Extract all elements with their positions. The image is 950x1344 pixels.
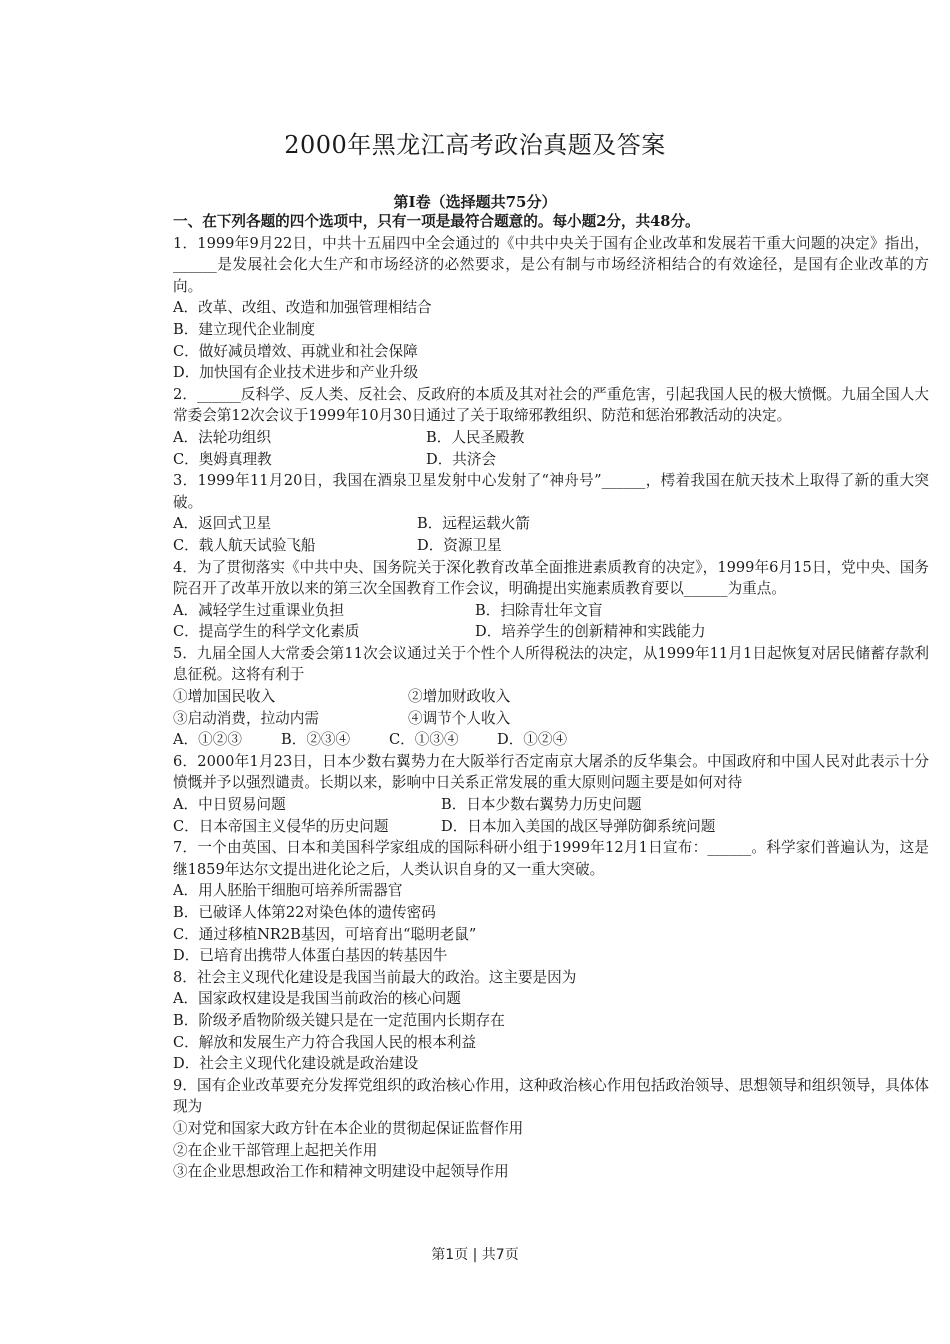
question-2-option-b: B．人民圣殿教 (426, 428, 525, 446)
question-4-stem: 4．为了贯彻落实《中共中央、国务院关于深化教育改革全面推进素质教育的决定》，1999年6月15日，党中央、国务院召开了改革开放以来的第三次全国教育工作会议，明确提出实施素质教育要以______为重点。 (173, 558, 929, 598)
question-5-items-row-2 (143, 708, 929, 730)
question-7-stem: 7．一个由英国、日本和美国科学家组成的国际科研小组于1999年12月1日宣布：______。科学家们普遍认为，这是继1859年达尔文提出进化论之后，人类认识自身的又一重大突破。 (173, 839, 929, 878)
question-8-option-a: A．国家政权建设是我国当前政治的核心问题 (173, 990, 461, 1008)
question-4-option-b: B．扫除青壮年文盲 (475, 601, 603, 619)
question-5-items-row-1 (143, 686, 929, 708)
question-3-option-d: D．资源卫星 (417, 536, 502, 554)
question-9-stem: 9．国有企业改革要充分发挥党组织的政治核心作用，这种政治核心作用包括政治领导、思想领导和组织领导，具体体现为 (173, 1076, 929, 1116)
document-title: 2000年黑龙江高考政治真题及答案 (284, 131, 666, 159)
question-9-item-2: ②在企业干部管理上起把关作用 (173, 1141, 378, 1159)
question-2-options-row-1 (143, 427, 929, 449)
question-2-options-row-2 (143, 449, 929, 471)
question-9-item-3: ③在企业思想政治工作和精神文明建设中起领导作用 (173, 1163, 509, 1181)
question-7-option-b: B．已破译人体第22对染色体的遗传密码 (173, 904, 436, 921)
question-6-option-c: C．日本帝国主义侵华的历史问题 (173, 817, 389, 835)
question-3-options-row-1 (143, 513, 929, 535)
question-2-option-d: D．共济会 (426, 450, 497, 468)
question-5-option-d: D．①②④ (497, 731, 568, 749)
question-3-option-c: C．载人航天试验飞船 (173, 536, 316, 554)
question-1-option-a: A．改革、改组、改造和加强管理相结合 (173, 299, 432, 317)
question-6-option-d: D．日本加入美国的战区导弹防御系统问题 (441, 817, 716, 835)
question-6-stem: 6．2000年1月23日，日本少数右翼势力在大阪举行否定南京大屠杀的反华集会。中国政府和中国人民对此表示十分愤慨并予以强烈谴责。长期以来，影响中日关系正常发展的重大原则问题主要是如何对待 (173, 752, 929, 792)
question-5-item-3: ③启动消费，拉动内需 (173, 709, 319, 727)
question-6-option-b: B．日本少数右翼势力历史问题 (441, 796, 642, 814)
question-6-options-row-2 (143, 816, 929, 838)
question-5-option-a: A．①②③ (173, 731, 242, 749)
question-4-options-row-2 (143, 621, 929, 643)
question-3-options-row-2 (143, 535, 929, 557)
question-8-option-c: C．解放和发展生产力符合我国人民的根本利益 (173, 1033, 477, 1051)
question-1-option-b: B．建立现代企业制度 (173, 320, 316, 338)
question-5-item-4: ④调节个人收入 (408, 709, 511, 727)
question-7-option-a: A．用人胚胎干细胞可培养所需器官 (173, 882, 403, 900)
question-4-option-a: A．减轻学生过重课业负担 (173, 601, 345, 619)
question-body (143, 211, 929, 1183)
question-4-options-row-1 (143, 600, 929, 622)
question-8-option-b: B．阶级矛盾物阶级关键只是在一定范围内长期存在 (173, 1011, 505, 1029)
question-2-stem: 2．______反科学、反人类、反社会、反政府的本质及其对社会的严重危害，引起我国人民的极大愤慨。九届全国人大常委会第12次会议于1999年10月30日通过了关于取缔邪教组织、防范和惩治邪教活动的决定。 (173, 385, 929, 425)
question-2-option-a: A．法轮功组织 (173, 428, 272, 446)
question-7-option-d: D．已培育出携带人体蛋白基因的转基因牛 (173, 947, 448, 965)
question-5-options-row (143, 729, 929, 751)
question-6-options-row-1 (143, 794, 929, 816)
section-heading: 第Ⅰ卷（选择题共75分） (393, 193, 557, 211)
question-5-stem: 5．九届全国人大常委会第11次会议通过关于个性个人所得税法的决定，从1999年11月1日起恢复对居民储蓄存款利息征税。这将有利于 (173, 644, 929, 684)
question-1-option-d: D．加快国有企业技术进步和产业升级 (173, 364, 419, 382)
question-5-option-b: B．②③④ (281, 731, 351, 749)
question-3-option-a: A．返回式卫星 (173, 515, 272, 533)
page-footer: 第1页 | 共7页 (431, 1247, 519, 1263)
question-5-item-2: ②增加财政收入 (408, 688, 511, 706)
question-3-stem: 3．1999年11月20日，我国在酒泉卫星发射中心发射了“神舟号”______，樗着我国在航天技术上取得了新的重大突破。 (173, 472, 929, 511)
question-6-option-a: A．中日贸易问题 (173, 796, 286, 814)
question-2-option-c: C．奥姆真理教 (173, 450, 272, 468)
question-3-option-b: B．远程运载火箭 (417, 515, 530, 533)
question-9-item-1: ①对党和国家大政方针在本企业的贯彻起保证监督作用 (173, 1119, 524, 1137)
question-4-option-d: D．培养学生的创新精神和实践能力 (475, 623, 706, 641)
question-8-stem: 8．社会主义现代化建设是我国当前最大的政治。这主要是因为 (173, 968, 577, 986)
question-4-option-c: C．提高学生的科学文化素质 (173, 623, 360, 641)
question-1-option-c: C．做好减员增效、再就业和社会保障 (173, 342, 418, 360)
question-8-option-d: D．社会主义现代化建设就是政治建设 (173, 1055, 419, 1073)
instruction: 一、在下列各题的四个选项中，只有一项是最符合题意的。每小题2分，共48分。 (173, 213, 700, 230)
question-1-stem: 1．1999年9月22日，中共十五届四中全会通过的《中共中央关于国有企业改革和发展若干重大问题的决定》指出，______是发展社会化大生产和市场经济的必然要求，是公有制与市场经济相结合的有效途径，是国有企业改革的方向。 (173, 234, 929, 295)
question-7-option-c: C．通过移植NR2B基因，可培育出“聪明老鼠” (173, 925, 477, 943)
question-5-option-c: C．①③④ (389, 731, 459, 749)
question-5-item-1: ①增加国民收入 (173, 688, 276, 706)
